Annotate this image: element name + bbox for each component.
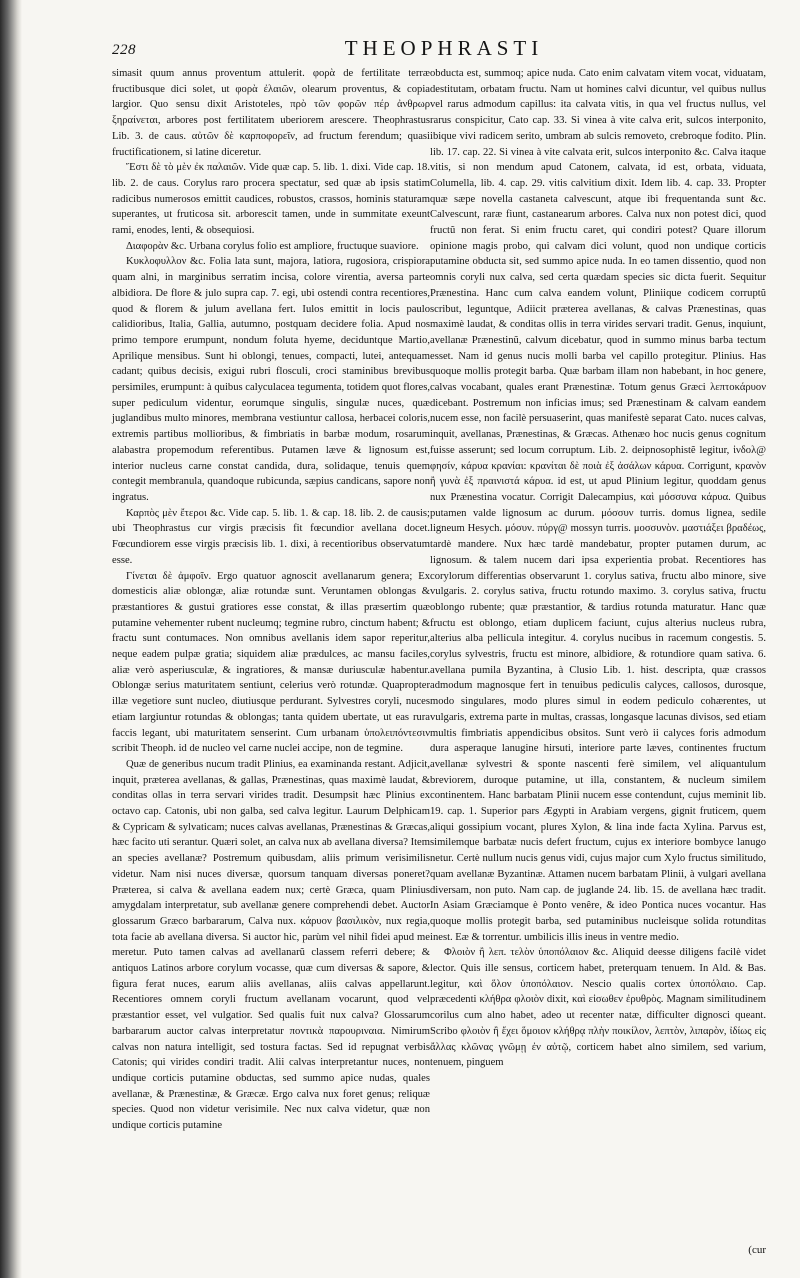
page-number: 228	[112, 42, 136, 58]
paragraph: Γίνεται δὲ ἀμφοῖν. Ergo quatuor agnoscit avellanarum genera; Ex domesticis aliæ oblongæ, aliæ rotundæ sunt. Veruntamen oblongas & præstantiores & gustui gratiores esse constat, & illas præsertim quæ putamine vehementer rubent nucleumq; tegmine rubro, cinctum habent; & fractu sunt contumaces. Non omnibus avellanis idem sapor reperitur, neque eadem pulpæ gratia; siquidem aliæ prædulces, ac mansu faciles, aliæ verò asperiusculæ, & ingratiores, & mansæ duriusculæ habentur. Oblongæ serius maturitatem sentiunt, celerius verò rotundæ. Quapropter illæ vegetiore sunt nucleo, diutiusque perdurant. Sylvestres coryli, nuces etiam largiuntur rotundas & oblongas; tanta quidem ubertate, ut eas rura faccis legant, ubi maturitatem senserint. Cum urbanam ὑπολειπόντεσιν scribit Theoph. id de nucleo vel carne nuclei accipe, non de tegmine.	[112, 570, 430, 755]
right-text-column	[430, 66, 766, 1071]
paragraph: Κυκλοφυλλον &c. Folia lata sunt, majora, latiora, rugosiora, crispiora quam alni, in marginibus serratim incisa, colore virentia, aversa parte albidiora. De flore & julo supra cap. 7. egi, ubi ostendi contra recentiores, quod & florem & julum avellana fert. Iulos emittit in locis paulo calidioribus, Italia, Gallia, autumno, postquam decidere folia. Apud nos primo tempore erumpunt, nondum foluta hyeme, deciduntque Martio, Aprilique mensibus. Sunt hi oblongi, tenues, compacti, lutei, antequam cadant; quibus decisis, exigui rubri flosculi, croci staminibus brevibus persimiles, erumpunt: à quibus calyculacea tegumenta, totidem quot flores, super pediculum videntur, eorumque singulis, singulæ nuces, quæ juglandibus multo minores, membrana vestiuntur callosa, herbacei coloris, extremis partibus mollioribus, & fimbriatis in barbæ modum, rosarum alabastra propemodum referentibus. Putamen læve & lignosum est, interior nucleus carne constat candida, dura, solidaque, tenuis quem contegit membranula, quandoque rubicunda, sæpius candicans, sapore non ingratus.	[112, 256, 431, 503]
catchword: (cur	[748, 1244, 766, 1256]
paragraph: Καρπὸς μὲν ἔτεροι &c. Vide cap. 5. lib. 1. & cap. 18. lib. 2. de causis; ubi Theophrastus cur virgis præcisis fit fœcundior avellana docet. Fœcundiorem esse virgis præcisis lib. 1. dixi, à recentioribus observatum esse.	[112, 507, 430, 566]
running-title: THEOPHRASTI	[344, 36, 544, 60]
page-header	[112, 36, 776, 66]
paragraph: Ἔστι δὲ τὸ μὲν ἐκ παλαιῶν. Vide quæ cap. 5. lib. 1. dixi. Vide cap. 18. lib. 2. de caus. Corylus raro procera spectatur, sed quæ ab ipsis statim radicibus numerosos emittit caudices, robustos, crassos, hominis staturam superantes, ut fruticosa sit. arborescit tamen, unde in summitate exeunt rami, enodes, lenti, & obsequiosi.	[112, 162, 430, 237]
paragraph: Διαφορὰν &c. Urbana corylus folio est ampliore, fructuque suaviore.	[126, 240, 419, 252]
left-text-column	[112, 66, 430, 1134]
paragraph: obducta est, summoq; apice nuda. Cato enim calvatam vitem vocat, viduatam, destitutam, orbatam fructu. Nam ut homines calvi dicuntur, vel quibus nullus vel rarus admodum capillus: ita calvata vitis, in qua vel fructus nullus, vel rarus conspicitur, Cato cap. 33. Si vinea à vite calva erit, sulcos interponito, ibique vivi radicem serito, umbram ab sulcis removeto, crebroque fodito. Plin. lib. 17. cap. 22. Si vinea à vite calvata erit, sulcos interponito &c. Calva itaque vitis, si non mendum apud Catonem, calvata, id est, orbata, viduata, Columella, lib. 4. cap. 29. vitis calvitium dixit. Idem lib. 4. cap. 33. Propter quæ sæpe novella castaneta calvescunt, atque ibi frequentanda sunt &c. Calvescunt, raræ fiunt, castanearum arbores. Calva nux non potest dici, quod fructũ non ferat. Si enim fructu caret, qui condiri potest? Quare illorum opinione magis probo, qui calvam dici volunt, quod non undique corticis putamine obducta sit, sed summo apice nuda. In eo tamen dissentio, quod non omnis coryli nux calva, sed certa quædam species sic dicta fuerit. Sequitur Prænestina. Hanc cum calva eandem volunt, Pliniique codicem corruptũ scribut, leguntque, Adiicit præterea avellanas, & calvas Prænestinas, quas maximè laudat, & conditas ollis in terra virides servari tradit. Genus, inquiunt, avellanæ Prænestinũ, calvum dicebatur, quod in summo minus barba tectum esset. Nam id genus nucis molli barba vel capillo protegitur. Plinius. Has quoque mollis protegit barba. Quæ barbam illam non habebant, in hoc genere, calvas vocabant, quales erant Prænestinæ. Totum genus Græci λεπτοκάρυον dicebant. Postremum non inficias imus; sed Prænestinam & calvam eandem nucem esse, non facilè persuaserint, quas manifestè separat Cato. nuces calvas, inquit, avellanas, Prænestinas, & Græcas. Athenæo hoc nucis genus cognitum fuisse asserunt; sed locum corruptum. Lib. 2. deipnosophistẽ legitur, ἰνδολ@ φησίν, κάρυα κρανίαι: κρανίται δὲ ποιὰ ἐξ ἀσάλων κάρυα. Corrigunt, κρανὸν ἢ γυνὰ ἐξ πραινιστά κάρυα. id est, ut apud Plinium legitur, quoddam genus nux Prænestina vocatur. Corrigit Dalecampius, καὶ μόσσυνα κάρυα. Quibus putamen valde lignosum ac durum. μόσσυν turris. domus lignea, sedile ligneum Hesych. μόσυν. πύργ@ mossyn turris. μοσσυνὸν. μαστιάξει βραδέως, tardè mandere. Nux hæc tardè mandebatur, propter putamen durum, ac lignosum. & talem nucem dari ipsa experientia probat. Recentiores has corylorum differentias observarunt 1. corylus sativa, fructu albo minore, sive vulgaris. 2. corylus sativa, fructu rotundo maximo. 3. corylus sativa, fructu oblongo rubente; quæ præstantior, & tardius rotunda maturatur. Hanc quæ fructu est oblongo, etiam duplicem faciunt, cujus alterius nucleus rubra, alterius alba pellicula integitur. 4. corylus nucibus in racemum congestis. 5. corylus sylvestris, fructu est minore, albidiore, & rotundiore quam sativa. 6. avellana pumila Byzantina, à Clusio Lib. 1. hist. descripta, quæ crassos admodum magnosque fert in tenuibus pediculis calyces, callosos, durosque, modo singulares, modo plures simul in eodem pediculo cohærentes, ut vulgaris, extrema parte in multas, crassas, longasque lacunas divisos, sed etiam multis fimbriatis appendicibus obsitos. Sunt verò ii calyces foris admodum dura asperaque lanugine hirsuti, interiore parte læves, continentes fructum avellanæ sylvestri & sponte nascenti ferè similem, vel aliquantulum breviorem, duroque putamine, ut illa, constantem, & nucleum similem continentem. Hanc barbatam Plinii nucem esse contendunt, cujus meminit lib. 19. cap. 1. Superior pars Ægypti in Arabiam vergens, gignit fruticem, quem aliqui gossipium vocant, plures Xylon, & lina inde facta Xylina. Parvus est, similemque barbatæ nucis defert fructum, cujus ex interiore bombyce lanugo netur. Certè nullum nucis genus vidi, cujus major cum Xylo fructus similitudo, quam avellanæ Byzantinæ. Attamen nucem barbatam Plinii, à vulgari avellana diversam, non puto. Nam cap. de juglande 24. lib. 15. de avellana hæc tradit. In Asiam Græciamque è Ponto venêre, & ideo Pontica nuces vocantur. Has quoque mollis protegit barba, sed putaminibus nucleisque solida rotunditas inest. Eæ & torrentur. umbilicis illis ineus in ventre medio.	[430, 68, 766, 943]
paragraph: Φλοιὸν ἢ λεπ. τελὸν ὑποπόλαιον &c. Aliquid deesse diligens facilè videt lector. Quis ille sensus, corticem habet, preterquam tenuem. In Ald. & Bas. legitur, καὶ ὅλον ὑποπόλαιον. Nescio qualis cortex ὑποπόλαιο. Cap. præcedenti κλήθρα φλοιὸν dixit, καὶ εἰσωθεν ἐρυθρὸς. Magnam similitudinem corilus cum alno habet, adeo ut recenter natæ, difficulter dignosci queant. Scribo φλοιὸν ἢ ἔχει ὅμοιον κλήθρᾳ πλὴν ποικίλον, λεπτὸν, λιπαρὸν, ἰδίως εἰς ἄλλας κλῶνας γνῶμῃ ἐν αὐτῷ, corticem habet alno similem, sed varium, tenuem, pinguem	[430, 947, 766, 1069]
paragraph: simasit quum annus proventum attulerit. φορὰ de fertilitate terræ fructibusque dici solet, ut φορὰ ἐλαιῶν, olearum proventus, & copia largior. Quo sensu dixit Aristoteles, πρὸ τῶν φορῶν πέρ ἀνθρωρ ξηραίνεται, arbores post fertilitatem uberiorem arescere. Theophrastus Lib. 3. de caus. αὐτῶν δὲ καρποφορεῖν, ad fructum ferendum; quasi fructificationem, si latine diceretur.	[112, 68, 430, 158]
paragraph: Quæ de generibus nucum tradit Plinius, ea examinanda restant. Adjicit, inquit, præterea avellanas, & gallas, Prænestinas, quas maximè laudat, & conditas ollas in terra servari virides tradit. Desumpsit hæc Plinius ex octavo cap. Catonis, ubi non galba, sed calva legitur. Laurum Delphicam & Cypricam & sylvaticam; nuces calvas avellanas, Prænestinas & Græcas, hæc facito uti serantur. Quæri solet, an calva nux ab avellana diversa? Item an species avellanæ? Postremum quibusdam, aliis primum verisimilis videtur. Nam nisi nuces diversæ, quorsum tanquam diversas poneret? Præterea, si calva & avellana eadem nux; certè Græca, quam Plinius amygdalam interpretatur, sub avellanæ genere comprehendi debet. Auctor glossarum Græco barbararum, Calva nux. κάρυον βασιλικὸν, nux regia, tota facie ab avellana diversa. Si auctor hic, parùm vel nihil fidei apud me meretur. Puto tamen calvas ad avellanarũ classem referri debere; & antiquos Latinos arbore corylum vocasse, quæ cum diversas & sapore, & figura ferat nuces, earum aliis avellanas, aliis calvas appellarunt. Recentiores omnem coryli fructum avellanam vocarunt, quod vel præstantior esset, vel vulgatior. Sed qualis fuit nux calva? Glossarum barbararum auctor calvas interpretatur ποντικὰ παρουριναια. Nimirum calvas non natura intelligit, sed tostura factas. Sed id repugnat verbis Catonis; qui virides condiri tradit. Alii calvas interpretantur nuces, non undique corticis putamine obductas, sed summo apice nudas, quales avellanæ, & Prænestinæ, & Græcæ. Ergo calva nux foret genus; reliquæ species. Quod non videtur verisimile. Nec nux calva videtur, quæ non undique corticis putamine	[112, 758, 430, 1132]
